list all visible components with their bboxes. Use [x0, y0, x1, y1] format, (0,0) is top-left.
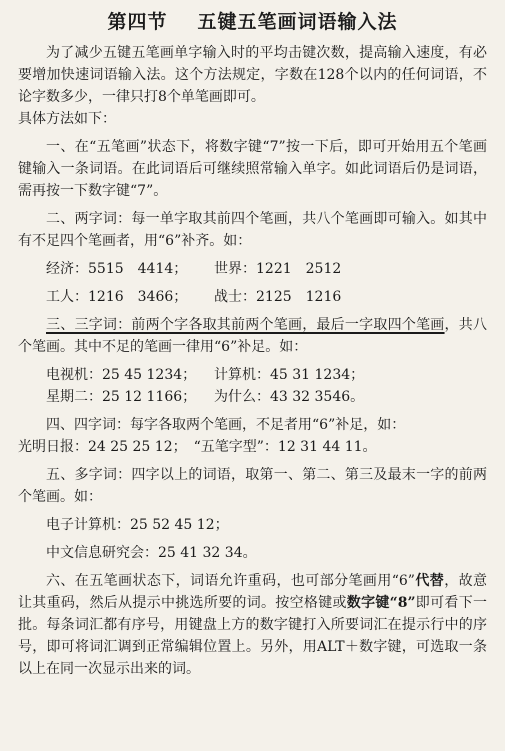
- example-word: 计算机：45 31 1234；: [214, 367, 365, 383]
- bold-text: 数字键“8”: [346, 595, 416, 611]
- item-3-paragraph: [18, 314, 487, 358]
- example-row: [18, 258, 487, 280]
- item-6-text: 六、在五笔画状态下，词语允许重码，也可部分笔画用“6”: [46, 573, 415, 589]
- item-2-paragraph: 二、两字词：每一单字取其前四个笔画，共八个笔画即可输入。如其中有不足四个笔画者，用“6”补齐。如：: [18, 211, 487, 249]
- section-name: 五键五笔画词语输入法: [197, 11, 398, 33]
- example-row: [18, 364, 487, 386]
- section-number: 第四节: [107, 11, 168, 33]
- example-word: 电视机：25 45 1234；: [46, 367, 197, 383]
- underlined-text: 三、三字词：前两个字各取其前两个笔画，最后一字取四个笔画: [46, 317, 445, 333]
- item-6-paragraph: [18, 570, 487, 680]
- example-word: 经济：5515 4414；: [46, 261, 188, 277]
- example-row: [18, 386, 487, 408]
- item-3-rest: ，共八个笔画。其中不足的笔画一律用“6”补足。如：: [18, 317, 488, 355]
- item-4-paragraph: 四、四字词：每字各取两个笔画，不足者用“6”补足，如：: [46, 417, 406, 433]
- item-4-example: 光明日报：24 25 25 12； “五笔字型”：12 31 44 11。: [18, 439, 377, 455]
- intro-paragraph: 为了减少五键五笔画单字输入时的平均击键次数，提高输入速度，有必要增加快速词语输入法。这个方法规定，字数在128个以内的任何词语，不论字数多少，一律只打8个单笔画即可。: [18, 45, 487, 105]
- example-row: [18, 286, 487, 308]
- section-title: [18, 8, 487, 36]
- example-word: 工人：1216 3466；: [46, 289, 188, 305]
- item-5-paragraph: 五、多字词：四字以上的词语，取第一、第二、第三及最末一字的前两个笔画。如：: [18, 467, 487, 505]
- item-6-text: 即可看下一批。每条词汇都有序号，用键盘上方的数字键打入所要词汇在提示行中的序号，即可将词汇调到正常编辑位置上。另外，用ALT＋数字键，可选取一条以上在同一次显示出来的词。: [18, 595, 487, 677]
- item-6-text: ，故意让其重码，然后从提示中挑选所要的词。按空格键或: [18, 573, 487, 611]
- method-heading: 具体方法如下：: [18, 111, 116, 127]
- example-word: 世界：1221 2512: [214, 261, 342, 277]
- example-row: 中文信息研究会：25 41 32 34。: [46, 545, 257, 561]
- example-word: 星期二：25 12 1166；: [46, 389, 197, 405]
- bold-text: 代替: [414, 573, 445, 589]
- example-word: 为什么：43 32 3546。: [214, 389, 365, 405]
- example-word: 战士：2125 1216: [214, 289, 342, 305]
- item-1-paragraph: 一、在“五笔画”状态下，将数字键“7”按一下后，即可开始用五个笔画键输入一条词语。在此词语后可继续照常输入单字。如此词语后仍是词语，需再按一下数字键“7”。: [18, 139, 487, 199]
- example-row: 电子计算机：25 52 45 12；: [46, 517, 229, 533]
